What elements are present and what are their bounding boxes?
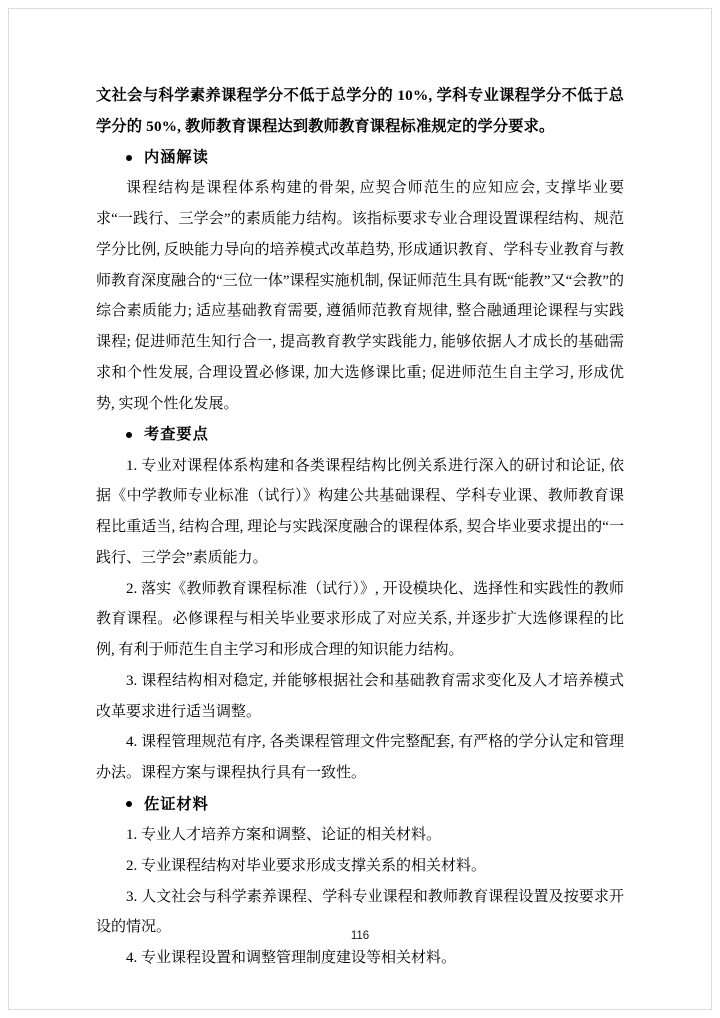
section-2-paragraph-2: 2. 落实《教师教育课程标准（试行）》, 开设模块化、选择性和实践性的教师教育课程。必修课程与相关毕业要求形成了对应关系, 并逐步扩大选修课程的比例, 有利于师范生自主学习和形成合理的知识能力结构。 (96, 580, 624, 659)
bullet-dot-icon (126, 432, 132, 438)
lead-paragraph: 文社会与科学素养课程学分不低于总学分的 10%, 学科专业课程学分不低于总学分的 50%, 教师教育课程达到教师教育课程标准规定的学分要求。 (96, 87, 624, 136)
page-content (96, 80, 624, 974)
section-3-paragraph-4: 4. 专业课程设置和调整管理制度建设等相关材料。 (126, 950, 457, 967)
section-1-paragraph-1: 课程结构是课程体系构建的骨架, 应契合师范生的应知应会, 支撑毕业要求“一践行、三学会”的素质能力结构。该指标要求专业合理设置课程结构、规范学分比例, 反映能力导向的培养模式改革趋势, 形成通识教育、学科专业教育与教师教育深度融合的“三位一体”课程实施机制, 保证师范生具有既“能教”又“会教”的综合素质能力; 适应基础教育需要, 遵循师范教育规律, 整合融通理论课程与实践课程; 促进师范生知行合一, 提高教育教学实践能力, 能够依据人才成长的基础需求和个性发展, 合理设置必修课, 加大选修课比重; 促进师范生自主学习, 形成优势, 实现个性化发展。 (96, 180, 624, 412)
section-heading-2-label: 考查要点 (144, 426, 209, 444)
bullet-dot-icon (126, 155, 132, 161)
section-heading-1 (96, 142, 624, 173)
section-2-paragraph-3: 3. 课程结构相对稳定, 并能够根据社会和基础教育需求变化及人才培养模式改革要求进行适当调整。 (96, 672, 624, 720)
section-3-paragraph-1: 1. 专业人才培养方案和调整、论证的相关材料。 (126, 827, 442, 844)
section-heading-3-label: 佐证材料 (144, 795, 209, 813)
page-number: 116 (350, 930, 370, 942)
section-2-paragraph-4: 4. 课程管理规范有序, 各类课程管理文件完整配套, 有严格的学分认定和管理办法。课程方案与课程执行具有一致性。 (96, 734, 624, 782)
section-heading-3 (96, 789, 624, 820)
section-3-paragraph-3: 3. 人文社会与科学素养课程、学科专业课程和教师教育课程设置及按要求开设的情况。 (96, 888, 624, 936)
bullet-dot-icon (126, 801, 132, 807)
section-2-paragraph-1: 1. 专业对课程体系构建和各类课程结构比例关系进行深入的研讨和论证, 依据《中学教师专业标准（试行）》构建公共基础课程、学科专业课、教师教育课程比重适当, 结构合理, 理论与实践深度融合的课程体系, 契合毕业要求提出的“一践行、三学会”素质能力。 (96, 457, 624, 566)
section-3-paragraph-2: 2. 专业课程结构对毕业要求形成支撑关系的相关材料。 (126, 857, 487, 874)
section-heading-2 (96, 419, 624, 450)
section-heading-1-label: 内涵解读 (144, 149, 209, 167)
